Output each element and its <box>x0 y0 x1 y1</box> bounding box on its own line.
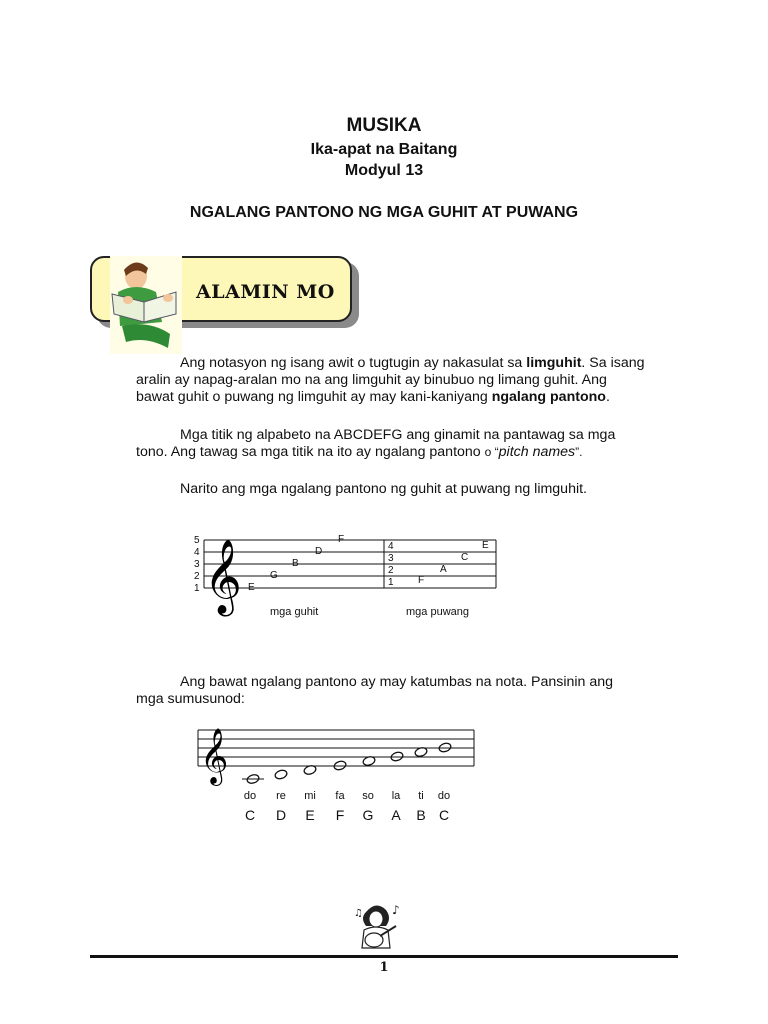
space-number: 3 <box>388 553 394 564</box>
solfege-label: so <box>362 790 374 802</box>
solfege-label: re <box>276 790 286 802</box>
pitch-letter: A <box>391 807 401 823</box>
note-d <box>274 769 288 780</box>
pitch-letter: C <box>438 807 450 823</box>
line-number: 4 <box>194 547 200 558</box>
space-number: 4 <box>388 541 394 552</box>
guitar-kid-icon <box>352 902 406 954</box>
lines-caption: mga guhit <box>270 606 319 618</box>
solfege-label: do <box>243 790 257 802</box>
reading-person-icon <box>110 256 182 354</box>
svg-text:♫: ♫ <box>354 908 363 919</box>
paragraph-1: Ang notasyon ng isang awit o tugtugin ay nakasulat sa limguhit. Sa isang aralin ay napag-aralan mo na ang limguhit ay binubuo ng limang guhit. Ang bawat guhit o puwang ng limguhit ay may kani-kaniyang ngalang pantono. <box>136 355 645 405</box>
paragraph-2: Mga titik ng alpabeto na ABCDEFG ang ginamit na pantawag sa mga tono. Ang tawag sa mga titik na ito ay ngalang pantono o “pitch names”. <box>136 427 616 460</box>
space-note-label: E <box>482 540 489 551</box>
module-number: Modyul 13 <box>344 162 424 179</box>
banner-label: ALAMIN MO <box>196 281 335 303</box>
spaces-caption: mga puwang <box>406 606 469 618</box>
space-note-label: C <box>461 552 469 563</box>
solfege-label: fa <box>335 790 345 802</box>
solfege-label: la <box>391 790 401 802</box>
space-note-label: F <box>418 575 425 586</box>
page-number: 1 <box>379 960 389 975</box>
treble-clef-icon: 𝄞 <box>200 728 229 784</box>
pitch-letter: B <box>416 807 426 823</box>
treble-clef-icon: 𝄞 <box>204 540 242 614</box>
staff-lines-spaces-diagram <box>190 528 510 628</box>
pitch-letter: F <box>335 807 345 823</box>
grade-level: Ika-apat na Baitang <box>310 141 458 158</box>
space-note-label: A <box>440 564 447 575</box>
line-note-label: E <box>248 582 255 593</box>
lesson-title: NGALANG PANTONO NG MGA GUHIT AT PUWANG <box>189 204 579 221</box>
line-note-label: D <box>315 546 323 557</box>
solfege-label: do <box>437 790 451 802</box>
line-note-label: G <box>270 570 278 581</box>
pitch-letter: G <box>362 807 374 823</box>
pitch-letter: C <box>244 807 256 823</box>
svg-text:♪: ♪ <box>392 903 400 917</box>
paragraph-4: Ang bawat ngalang pantono ay may katumbas na nota. Pansinin ang mga sumusunod: <box>136 674 614 707</box>
solfege-label: ti <box>418 790 424 802</box>
paragraph-3: Narito ang mga ngalang pantono ng guhit at puwang ng limguhit. <box>180 481 587 497</box>
page-title: MUSIKA <box>346 115 422 136</box>
space-number: 1 <box>388 577 394 588</box>
footer-divider <box>90 955 678 958</box>
line-number: 1 <box>194 583 200 594</box>
space-number: 2 <box>388 565 394 576</box>
line-note-label: F <box>338 534 345 545</box>
pitch-letter: E <box>305 807 315 823</box>
scale-notes-diagram <box>192 722 482 832</box>
line-number: 3 <box>194 559 200 570</box>
pitch-letter: D <box>275 807 287 823</box>
line-note-label: B <box>292 558 299 569</box>
line-number: 2 <box>194 571 200 582</box>
solfege-label: mi <box>304 790 316 802</box>
line-number: 5 <box>194 535 200 546</box>
